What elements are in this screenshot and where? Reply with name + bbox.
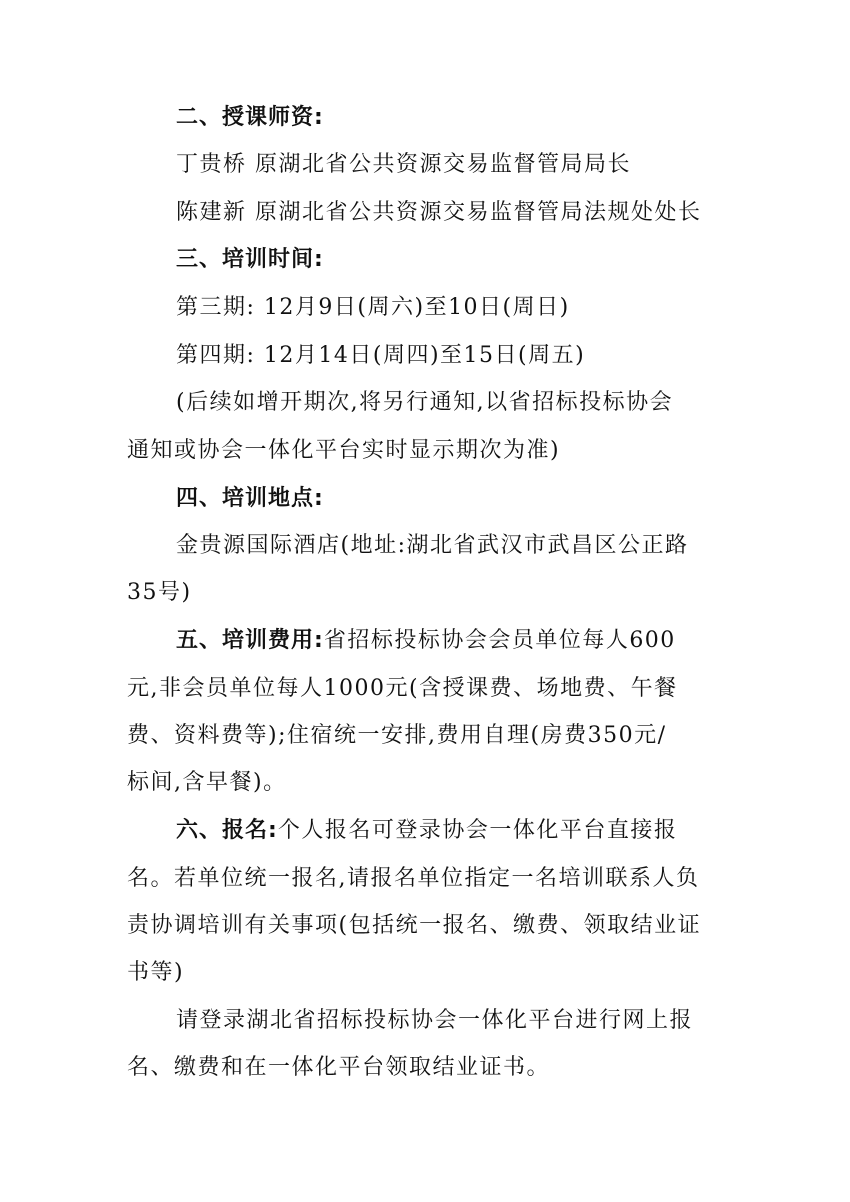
time-note-line-1: (后续如增开期次,将另行通知,以省招标投标协会 [176,390,674,415]
location-line-2: 35号) [127,580,192,605]
time-line-1: 第三期: 12月9日(周六)至10日(周日) [176,295,570,320]
section-heading-time: 三、培训时间: [176,247,324,272]
registration-note-line-2: 名、缴费和在一体化平台领取结业证书。 [127,1055,551,1080]
section-heading-location: 四、培训地点: [176,486,324,511]
section-heading-teachers: 二、授课师资: [176,105,324,130]
registration-note-line-1: 请登录湖北省招标投标协会一体化平台进行网上报 [176,1008,694,1033]
teacher-line-2: 陈建新 原湖北省公共资源交易监督管局法规处处长 [176,200,702,225]
fees-line-2: 元,非会员单位每人1000元(含授课费、场地费、午餐 [127,676,678,701]
section-heading-fees: 五、培训费用: [176,628,324,653]
location-line-1: 金贵源国际酒店(地址:湖北省武汉市武昌区公正路 [176,533,689,558]
fees-text-1: 省招标投标协会会员单位每人600 [323,628,676,653]
time-line-2: 第四期: 12月14日(周四)至15日(周五) [176,343,586,368]
fees-line-3: 费、资料费等);住宿统一安排,费用自理(房费350元/ [127,723,667,748]
registration-line-1 [176,816,677,846]
registration-line-3: 责协调培训有关事项(包括统一报名、缴费、领取结业证 [127,913,702,938]
fees-line-1 [176,626,676,656]
registration-line-4: 书等) [127,960,185,985]
time-note-line-2: 通知或协会一体化平台实时显示期次为准) [127,438,561,463]
teacher-line-1: 丁贵桥 原湖北省公共资源交易监督管局局长 [176,152,631,177]
fees-line-4: 标间,含早餐)。 [127,770,287,795]
section-heading-registration: 六、报名: [176,818,278,843]
registration-line-2: 名。若单位统一报名,请报名单位指定一名培训联系人负 [127,866,700,891]
registration-text-1: 个人报名可登录协会一体化平台直接报 [277,818,678,843]
